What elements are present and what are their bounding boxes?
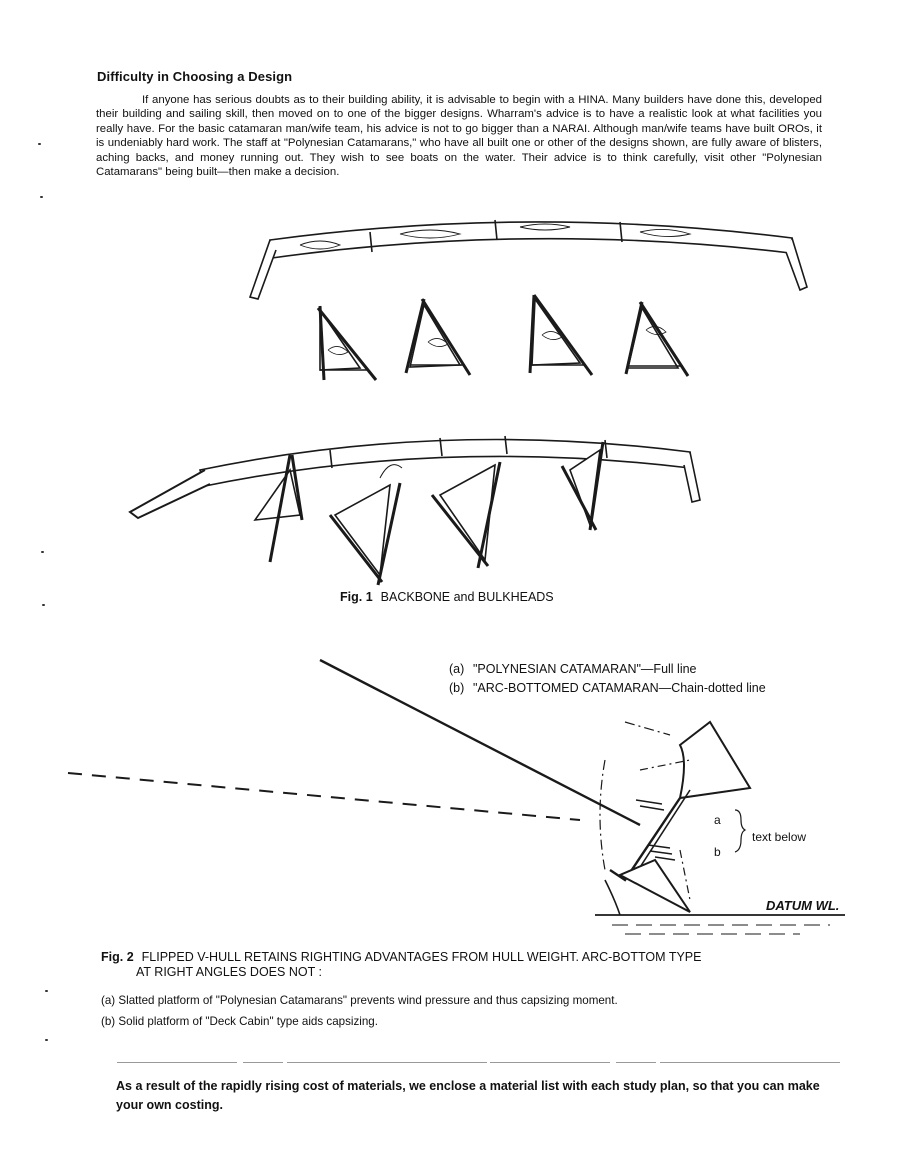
note-a-label: (a): [101, 994, 116, 1007]
legend-text-a: "POLYNESIAN CATAMARAN"—Full line: [473, 662, 697, 676]
note-b-label: (b): [101, 1015, 116, 1028]
legend-label-a: (a): [449, 662, 465, 676]
fig2-notes: [101, 990, 618, 1032]
closing-note: As a result of the rapidly rising cost of materials, we enclose a material list with each study plan, so that you can make your own costing.: [116, 1079, 820, 1112]
note-b: [101, 1011, 618, 1032]
text-below-label: text below: [752, 830, 807, 844]
fig2-caption-line1: FLIPPED V-HULL RETAINS RIGHTING ADVANTAGES FROM HULL WEIGHT. ARC-BOTTOM TYPE: [141, 950, 702, 964]
marker-b: b: [714, 845, 721, 859]
marker-a: a: [714, 813, 721, 827]
fig1-number: Fig. 1: [340, 590, 373, 604]
note-a-text: Slatted platform of "Polynesian Catamarans" prevents wind pressure and thus capsizing moment.: [118, 994, 618, 1007]
fig2-number: Fig. 2: [101, 950, 134, 964]
note-a: [101, 990, 618, 1011]
legend-label-b: (b): [449, 681, 465, 695]
legend-item-a: [449, 660, 766, 679]
note-b-text: Solid platform of "Deck Cabin" type aids capsizing.: [118, 1015, 378, 1028]
fig2-caption: [101, 950, 841, 980]
divider-line: [117, 1062, 840, 1063]
datum-label: DATUM WL.: [766, 898, 840, 913]
legend-item-b: [449, 679, 766, 698]
body-paragraph-text: If anyone has serious doubts as to their building ability, it is advisable to begin with a HINA. Many builders have done this, developed their building and sailing skill, then moved on to one of the bigger designs. Wharram's advice is to have a realistic look at what facilities you really have. For the basic catamaran man/wife team, his advice is not to go bigger than a NARAI. Although man/wife teams have built OROs, it is undeniably hard work. The staff at "Polynesian Catamarans," who have all built one or other of the designs shown, are fully aware of blisters, aching backs, and money running out. They wish to see boats on the water. Their advice is to think carefully, visit other "Polynesian Catamarans" being built—then make a decision.: [96, 94, 822, 179]
fig2-caption-line2: AT RIGHT ANGLES DOES NOT :: [136, 965, 322, 979]
fig1-title: BACKBONE and BULKHEADS: [380, 590, 554, 604]
fig2-legend: [449, 660, 766, 698]
legend-text-b: "ARC-BOTTOMED CATAMARAN—Chain-dotted line: [473, 681, 766, 695]
section-heading: Difficulty in Choosing a Design: [97, 69, 293, 84]
